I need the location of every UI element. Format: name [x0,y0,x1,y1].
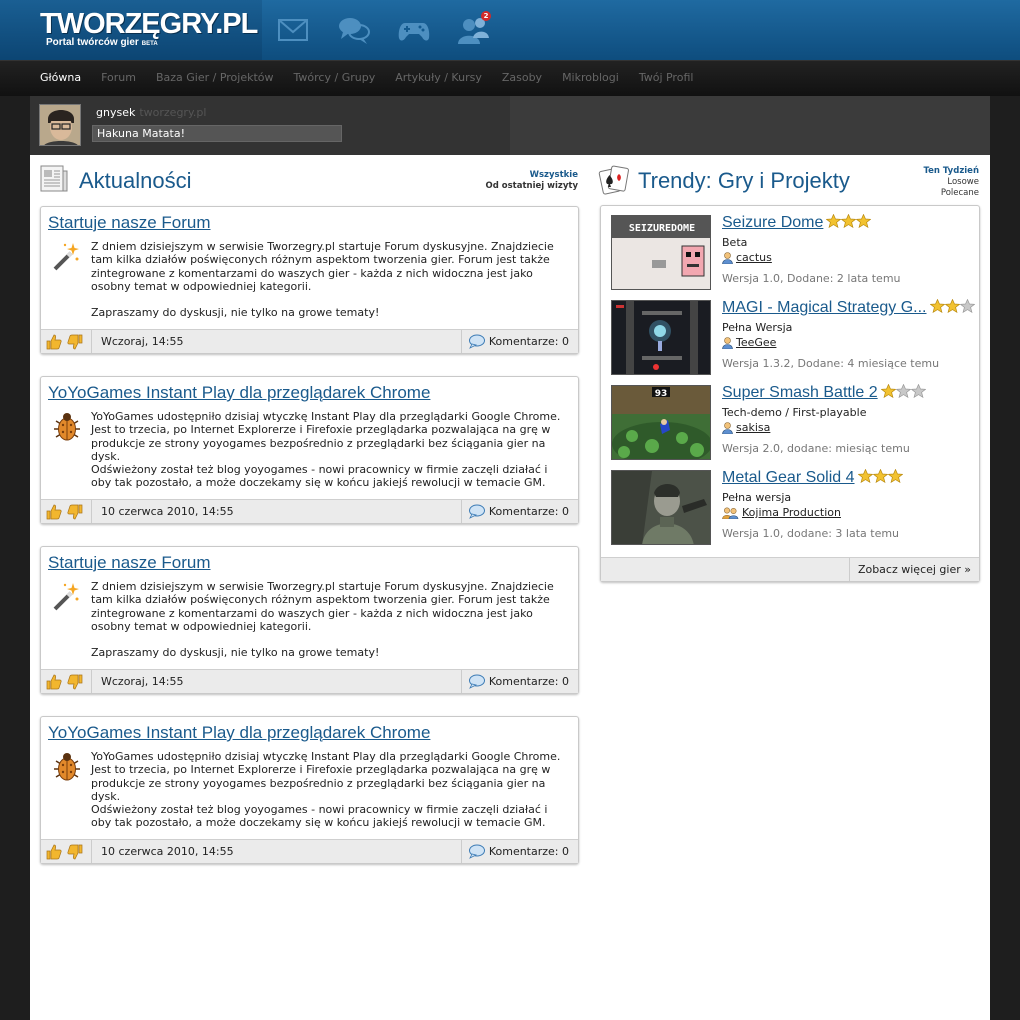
trends-filters [880,166,979,199]
comments-link[interactable]: Komentarze: 0 [461,670,578,693]
bug-icon [51,409,83,443]
main-content [30,155,990,1020]
magic-wand-icon [51,579,83,613]
game-status: Beta [722,236,748,249]
thumbs-up-icon[interactable] [46,844,62,860]
news-date: 10 czerwca 2010, 14:55 [91,840,234,863]
news-filters [460,170,578,192]
nav-item-baza-gier[interactable]: Baza Gier / Projektów [155,71,274,84]
star-filled-icon [858,469,873,483]
nav-item-tworcy[interactable]: Twórcy / Grupy [293,71,376,84]
game-thumbnail[interactable] [611,215,711,290]
thumbs-up-icon[interactable] [46,504,62,520]
thumbs-down-icon[interactable] [67,334,83,350]
site-logo[interactable]: TWORZĘGRY.PL [40,8,258,40]
nav-item-profil[interactable]: Twój Profil [638,71,694,84]
thumbnail-title: SEIZUREDOME [628,223,696,234]
news-section-title: Aktualności [79,168,192,193]
group-icon [722,507,739,519]
star-filled-icon [826,214,841,228]
thumbs-up-icon[interactable] [46,674,62,690]
news-card [40,376,579,524]
star-filled-icon [888,469,903,483]
star-filled-icon [945,299,960,313]
game-author[interactable]: TeeGee [722,336,776,349]
username[interactable]: gnysek tworzegry.pl [96,106,207,119]
game-status: Pełna wersja [722,491,792,504]
game-status: Tech-demo / First-playable [722,406,867,419]
game-meta: Wersja 1.0, Dodane: 2 lata temu [722,272,901,285]
newspaper-icon [39,163,69,193]
star-filled-icon [841,214,856,228]
filter-random[interactable]: Losowe [947,177,979,187]
magic-wand-icon [51,239,83,273]
star-filled-icon [881,384,896,398]
user-icon [722,252,733,264]
users-icon[interactable] [457,14,491,46]
news-card [40,206,579,354]
game-meta: Wersja 1.0, dodane: 3 lata temu [722,527,900,540]
news-body: YoYoGames udostępniło dzisiaj wtyczkę Instant Play dla przeglądarki Google Chrome. Jest to trzecia, po Internet Explorerze i Firefoxie przeglądarka pozwalająca na grę w produkcje ze strony yoyogames bezpośrednio z przeglądarki bez ściągania gier na dysk. Odświeżony został też blog yoyogames - nowi pracownicy w firmie zaczęli działać i oby tak pozostało, a może doczekamy się w końcu jakiejś rewolucji w temacie GM. [91,410,561,490]
filter-recommended[interactable]: Polecane [940,188,979,198]
comment-icon [468,334,485,349]
nav-item-mikroblogi[interactable]: Mikroblogi [562,71,619,84]
rating-stars [930,299,975,318]
nav-item-zasoby[interactable]: Zasoby [501,71,543,84]
game-meta: Wersja 1.3.2, Dodane: 4 miesiące temu [722,357,940,370]
comment-icon [468,674,485,689]
news-body: Z dniem dzisiejszym w serwisie Tworzegry.pl startuje Forum dyskusyjne. Znajdziecie tam kilka działów poświęconych różnym aspektom tworzenia gier. Forum jest także zintegrowane z komentarzami do waszych gier - każda z nich widoczna jest jako osobny temat w odpowiedniej kategorii. Zapraszamy do dyskusji, nie tylko na growe tematy! [91,240,554,320]
news-card [40,716,579,864]
gamepad-icon[interactable] [397,14,431,46]
thumbnail-score: 93 [654,389,668,399]
avatar[interactable] [39,104,81,146]
news-title[interactable]: YoYoGames Instant Play dla przeglądarek Chrome [48,383,431,402]
star-filled-icon [856,214,871,228]
filter-this-week[interactable]: Ten Tydzień [923,166,979,176]
thumbs-down-icon[interactable] [67,504,83,520]
trending-games-panel [600,205,980,582]
game-item [611,470,971,546]
game-meta: Wersja 2.0, dodane: miesiąc temu [722,442,910,455]
news-footer [41,669,578,693]
news-title[interactable]: Startuje nasze Forum [48,213,211,232]
news-footer [41,329,578,353]
news-body: YoYoGames udostępniło dzisiaj wtyczkę Instant Play dla przeglądarki Google Chrome. Jest to trzecia, po Internet Explorerze i Firefoxie przeglądarka pozwalająca na grę w produkcje ze strony yoyogames bezpośrednio z przeglądarki bez ściągania gier na dysk. Odświeżony został też blog yoyogames - nowi pracownicy w firmie zaczęli działać i oby tak pozostało, a może doczekamy się w końcu jakiejś rewolucji w temacie GM. [91,750,561,830]
chat-icon[interactable] [337,14,371,46]
game-title[interactable]: Super Smash Battle 2 [722,384,926,403]
game-title[interactable]: Metal Gear Solid 4 [722,469,903,488]
header [0,0,1020,60]
star-filled-icon [930,299,945,313]
beta-label: BETA [141,41,158,47]
game-title[interactable]: Seizure Dome [722,214,871,233]
star-filled-icon [873,469,888,483]
game-thumbnail[interactable] [611,300,711,375]
bug-icon [51,749,83,783]
rating-stars [858,469,903,488]
site-tagline: Portal twórców gier BETA [46,37,158,48]
nav-item-artykuly[interactable]: Artykuły / Kursy [395,71,482,84]
game-status: Pełna Wersja [722,321,793,334]
nav-item-forum[interactable]: Forum [101,71,136,84]
user-bar [30,96,990,155]
game-item [611,215,971,291]
mail-icon[interactable] [276,14,310,46]
game-thumbnail[interactable] [611,385,711,460]
star-empty-icon [896,384,911,398]
news-body: Z dniem dzisiejszym w serwisie Tworzegry.pl startuje Forum dyskusyjne. Znajdziecie tam kilka działów poświęconych różnym aspektom tworzenia gier. Forum jest także zintegrowane z komentarzami do waszych gier - każda z nich widoczna jest jako osobny temat w odpowiedniej kategorii. Zapraszamy do dyskusji, nie tylko na growe tematy! [91,580,554,660]
news-footer [41,839,578,863]
thumbs-down-icon[interactable] [67,674,83,690]
username-site: tworzegry.pl [139,106,207,119]
game-author[interactable]: sakisa [722,421,770,434]
star-empty-icon [960,299,975,313]
user-bar-right-panel [510,96,990,155]
filter-since-last-visit[interactable]: Od ostatniej wizyty [485,181,578,191]
status-input[interactable]: Hakuna Matata! [92,125,342,142]
notification-badge: 2 [481,11,491,21]
game-thumbnail[interactable] [611,470,711,545]
user-icon [722,337,733,349]
news-title[interactable]: Startuje nasze Forum [48,553,211,572]
rating-stars [826,214,871,233]
nav-item-glowna[interactable]: Główna [40,71,82,84]
rating-stars [881,384,926,403]
game-title[interactable]: MAGI - Magical Strategy G... [722,299,975,318]
trends-footer [601,557,979,581]
main-nav [0,60,1020,96]
logo-area[interactable] [0,0,262,60]
game-author[interactable]: Kojima Production [722,506,841,519]
game-author[interactable]: cactus [722,251,772,264]
news-date: 10 czerwca 2010, 14:55 [91,500,234,523]
game-item [611,300,971,376]
news-date: Wczoraj, 14:55 [91,330,183,353]
game-item [611,385,971,461]
user-icon [722,422,733,434]
thumbs-down-icon[interactable] [67,844,83,860]
see-more-games-link[interactable]: Zobacz więcej gier » [849,558,979,581]
playing-cards-icon [598,164,630,196]
comments-link[interactable]: Komentarze: 0 [461,840,578,863]
filter-all[interactable]: Wszystkie [529,170,578,180]
news-date: Wczoraj, 14:55 [91,670,183,693]
thumbs-up-icon[interactable] [46,334,62,350]
comment-icon [468,504,485,519]
news-card [40,546,579,694]
trends-section-title: Trendy: Gry i Projekty [638,168,850,193]
comments-link[interactable]: Komentarze: 0 [461,330,578,353]
comment-icon [468,844,485,859]
star-empty-icon [911,384,926,398]
comments-link[interactable]: Komentarze: 0 [461,500,578,523]
news-title[interactable]: YoYoGames Instant Play dla przeglądarek Chrome [48,723,431,742]
news-footer [41,499,578,523]
